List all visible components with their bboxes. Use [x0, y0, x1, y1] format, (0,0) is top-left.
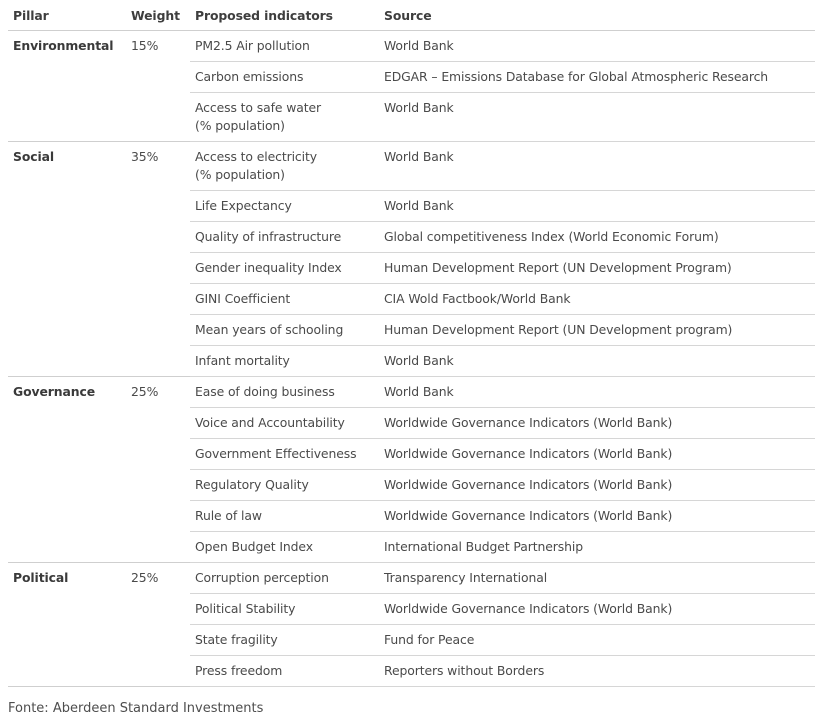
indicator-label: Life Expectancy	[195, 198, 292, 213]
indicator-cell	[190, 222, 379, 253]
pillar-cell: Environmental	[8, 31, 126, 142]
table-header-row	[8, 0, 815, 31]
source-cell: Worldwide Governance Indicators (World Bank)	[379, 439, 815, 470]
source-cell: EDGAR – Emissions Database for Global Atmospheric Research	[379, 62, 815, 93]
source-cell: Human Development Report (UN Development program)	[379, 315, 815, 346]
indicator-cell	[190, 93, 379, 142]
indicator-label: Access to electricity	[195, 149, 317, 164]
header-source: Source	[379, 0, 815, 31]
source-cell: Fund for Peace	[379, 625, 815, 656]
indicator-cell	[190, 470, 379, 501]
pillar-cell: Social	[8, 142, 126, 377]
indicator-cell	[190, 563, 379, 594]
table-row	[8, 142, 815, 191]
header-pillar: Pillar	[8, 0, 126, 31]
indicator-label: Voice and Accountability	[195, 415, 345, 430]
indicator-label: State fragility	[195, 632, 278, 647]
source-cell: Reporters without Borders	[379, 656, 815, 687]
table-body	[8, 31, 815, 687]
source-cell: Worldwide Governance Indicators (World Bank)	[379, 594, 815, 625]
weight-cell: 35%	[126, 142, 190, 377]
table-row	[8, 377, 815, 408]
pillar-cell: Governance	[8, 377, 126, 563]
source-cell: Global competitiveness Index (World Economic Forum)	[379, 222, 815, 253]
weight-cell: 25%	[126, 377, 190, 563]
indicator-label-line2: (% population)	[195, 167, 285, 182]
indicator-label: PM2.5 Air pollution	[195, 38, 310, 53]
indicator-label: Ease of doing business	[195, 384, 335, 399]
indicator-cell	[190, 315, 379, 346]
source-cell: Worldwide Governance Indicators (World Bank)	[379, 470, 815, 501]
indicator-label: Carbon emissions	[195, 69, 304, 84]
indicator-label: Quality of infrastructure	[195, 229, 342, 244]
weight-cell: 25%	[126, 563, 190, 687]
source-cell: World Bank	[379, 191, 815, 222]
indicator-label: Access to safe water	[195, 100, 322, 115]
indicator-label-line2: (% population)	[195, 118, 285, 133]
indicator-label: Gender inequality Index	[195, 260, 342, 275]
header-weight: Weight	[126, 0, 190, 31]
source-note: Fonte: Aberdeen Standard Investments	[8, 701, 264, 716]
source-cell: Worldwide Governance Indicators (World Bank)	[379, 501, 815, 532]
indicator-label: GINI Coefficient	[195, 291, 291, 306]
indicator-label: Open Budget Index	[195, 539, 313, 554]
indicator-cell	[190, 377, 379, 408]
source-cell: World Bank	[379, 377, 815, 408]
source-cell: World Bank	[379, 346, 815, 377]
source-cell: World Bank	[379, 31, 815, 62]
indicator-cell	[190, 656, 379, 687]
indicator-cell	[190, 346, 379, 377]
indicator-cell	[190, 191, 379, 222]
indicator-cell	[190, 439, 379, 470]
source-cell: Human Development Report (UN Development Program)	[379, 253, 815, 284]
indicator-cell	[190, 625, 379, 656]
table-row	[8, 31, 815, 62]
source-cell: Worldwide Governance Indicators (World Bank)	[379, 408, 815, 439]
indicator-label: Regulatory Quality	[195, 477, 309, 492]
table-row	[8, 563, 815, 594]
indicator-cell	[190, 142, 379, 191]
source-cell: World Bank	[379, 93, 815, 142]
esg-indicators-table	[8, 0, 815, 687]
weight-cell: 15%	[126, 31, 190, 142]
indicator-cell	[190, 594, 379, 625]
source-cell: World Bank	[379, 142, 815, 191]
indicator-cell	[190, 31, 379, 62]
indicator-cell	[190, 501, 379, 532]
source-cell: International Budget Partnership	[379, 532, 815, 563]
indicator-label: Political Stability	[195, 601, 296, 616]
indicator-label: Infant mortality	[195, 353, 290, 368]
indicator-cell	[190, 62, 379, 93]
indicator-cell	[190, 253, 379, 284]
indicator-cell	[190, 284, 379, 315]
indicator-label: Rule of law	[195, 508, 262, 523]
source-cell: Transparency International	[379, 563, 815, 594]
indicator-label: Government Effectiveness	[195, 446, 357, 461]
indicator-label: Press freedom	[195, 663, 283, 678]
header-proposed-indicators: Proposed indicators	[190, 0, 379, 31]
source-cell: CIA Wold Factbook/World Bank	[379, 284, 815, 315]
indicator-cell	[190, 408, 379, 439]
pillar-cell: Political	[8, 563, 126, 687]
indicator-label: Mean years of schooling	[195, 322, 344, 337]
indicator-cell	[190, 532, 379, 563]
indicator-label: Corruption perception	[195, 570, 329, 585]
